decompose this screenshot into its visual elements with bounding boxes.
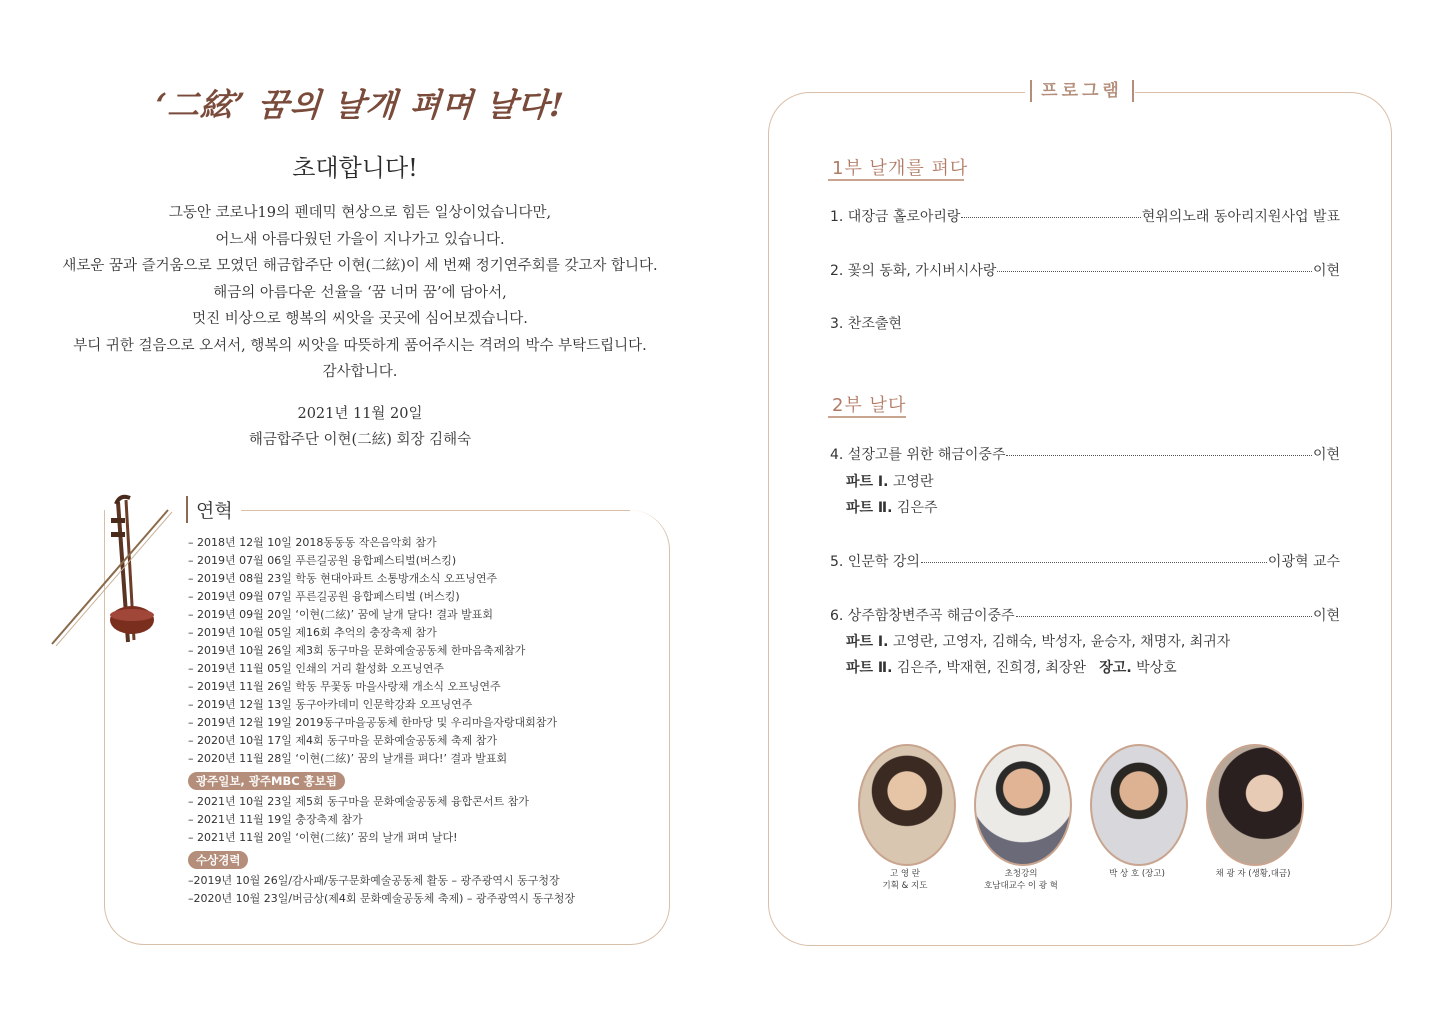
letter-line: 부디 귀한 걸음으로 오셔서, 행복의 씨앗을 따뜻하게 품어주시는 격려의 박수 부탁드립니다. — [73, 337, 647, 354]
program-item-title: 4. 설장고를 위한 해금이중주 — [830, 447, 1006, 463]
letter-line: 어느새 아름다웠던 가을이 지나가고 있습니다. — [215, 231, 505, 248]
history-item: – 2019년 09월 07일 푸른길공원 융합페스티벌 (버스킹) — [188, 590, 460, 603]
page-headline: ‘二絃’ 꿈의 날개 펴며 날다! — [153, 86, 566, 124]
janggu-name: 박상호 — [1131, 660, 1177, 676]
history-item: – 2020년 11월 28일 ‘이현(二絃)’ 꿈의 날개를 펴다!’ 결과 발표회 — [188, 752, 508, 765]
program-item-title: 3. 찬조출현 — [830, 316, 902, 332]
invitation-heading: 초대합니다! — [292, 154, 418, 182]
part-label: 파트 Ⅰ. — [846, 634, 889, 650]
history-item: – 2019년 08월 23일 학동 현대아파트 소통방개소식 오프닝연주 — [188, 572, 498, 585]
caption-line: 호남대교수 이 광 혁 — [984, 881, 1058, 891]
award-item: –2019년 10월 26일/감사패/동구문화예술공동체 활동 – 광주광역시 동구청장 — [188, 874, 560, 887]
letter-date: 2021년 11월 20일 — [297, 406, 423, 422]
history-item: – 2019년 09월 20일 ‘이현(二絃)’ 꿈에 날개 달다! 결과 발표회 — [188, 608, 493, 621]
portrait-caption — [964, 868, 1078, 892]
program-item-4-part1 — [846, 471, 933, 491]
letter-line: 해금의 아름다운 선율을 ‘꿈 너머 꿈’에 담아서, — [213, 284, 507, 301]
part1-underline — [828, 179, 964, 181]
caption-line: 박 상 호 (장고) — [1109, 869, 1165, 879]
part1-title: 1부 날개를 펴다 — [832, 158, 969, 179]
program-item-6-part1 — [846, 631, 1230, 651]
letter-line: 그동안 코로나19의 펜데믹 현상으로 힘든 일상이었습니다만, — [168, 205, 552, 221]
history-item: – 2019년 10월 05일 제16회 추억의 충장축제 참가 — [188, 626, 437, 639]
history-list — [188, 534, 658, 908]
part-label: 파트 Ⅱ. — [846, 660, 893, 676]
program-title: 프로그램 — [1030, 80, 1134, 102]
program-item-performer: 이현 — [1312, 447, 1340, 463]
part-label: 파트 Ⅰ. — [846, 474, 889, 490]
haegeum-instrument-icon — [48, 492, 188, 652]
award-item: –2020년 10월 23일/버금상(제4회 문화예술공동체 축제) – 광주광역시 동구청장 — [188, 892, 576, 905]
history-item: – 2019년 11월 26일 학동 무꽃동 마을사랑채 개소식 오프닝연주 — [188, 680, 501, 693]
caption-line: 고 영 란 — [889, 869, 921, 879]
program-item-6-part2 — [846, 657, 1177, 677]
caption-line: 초청강의 — [1004, 869, 1038, 879]
part-names: 김은주, 박재현, 진희경, 최장완 — [892, 660, 1086, 676]
program-item-title: 5. 인문학 강의 — [830, 554, 920, 570]
dot-leader — [1006, 455, 1311, 456]
part-label: 파트 Ⅱ. — [846, 500, 893, 516]
media-badge: 광주일보, 광주MBC 홍보됨 — [188, 772, 345, 790]
portrait-caption — [1196, 868, 1310, 880]
dot-leader — [997, 271, 1312, 272]
history-item: – 2021년 11월 19일 충장축제 참가 — [188, 813, 363, 826]
history-item: – 2018년 12월 10일 2018동동동 작은음악회 참가 — [188, 536, 437, 549]
history-item: – 2019년 11월 05일 인쇄의 거리 활성화 오프닝연주 — [188, 662, 444, 675]
part2-title: 2부 날다 — [832, 395, 907, 416]
dot-leader — [961, 217, 1140, 218]
part2-underline — [828, 416, 906, 418]
part-names: 김은주 — [892, 500, 938, 516]
history-item: – 2020년 10월 17일 제4회 동구마을 문화예술공동체 축제 참가 — [188, 734, 497, 747]
program-item-5 — [830, 551, 1340, 571]
invitation-letter — [40, 200, 680, 386]
dot-leader — [921, 562, 1267, 563]
letter-line: 감사합니다. — [322, 364, 398, 380]
letter-line: 멋진 비상으로 행복의 씨앗을 곳곳에 심어보겠습니다. — [192, 311, 528, 327]
portrait-caption — [848, 868, 962, 892]
janggu-label: 장고. — [1099, 660, 1132, 676]
program-item-title: 2. 꽃의 동화, 가시버시사랑 — [830, 263, 997, 279]
history-title: 연혁 — [186, 496, 241, 523]
part-names: 고영란, 고영자, 김해숙, 박성자, 윤승자, 채명자, 최귀자 — [888, 634, 1231, 650]
caption-line: 기획 & 지도 — [882, 881, 928, 891]
caption-line: 채 광 자 (생황,대금) — [1215, 869, 1291, 879]
program-item-performer: 이현 — [1312, 608, 1340, 624]
history-item: – 2019년 07월 06일 푸른길공원 융합페스티벌(버스킹) — [188, 554, 457, 567]
portrait-photo — [1090, 744, 1188, 866]
program-item-performer: 이광혁 교수 — [1267, 554, 1340, 570]
history-item: – 2019년 12월 13일 동구아카데미 인문학강좌 오프닝연주 — [188, 698, 473, 711]
awards-badge: 수상경력 — [188, 851, 248, 869]
history-item: – 2021년 11월 20일 ‘이현(二絃)’ 꿈의 날개 펴며 날다! — [188, 831, 458, 844]
program-item-title: 6. 상주함창변주곡 해금이중주 — [830, 608, 1015, 624]
program-item-performer: 이현 — [1312, 263, 1340, 279]
portrait-caption — [1080, 868, 1194, 880]
letter-signature: 해금합주단 이현(二絃) 회장 김해숙 — [248, 432, 472, 448]
program-item-2 — [830, 260, 1340, 280]
letter-line: 새로운 꿈과 즐거움으로 모였던 해금합주단 이현(二絃)이 세 번째 정기연주회를 갖고자 합니다. — [62, 258, 658, 274]
program-item-4-part2 — [846, 497, 938, 517]
history-item: – 2021년 10월 23일 제5회 동구마을 문화예술공동체 융합콘서트 참가 — [188, 795, 529, 808]
history-frame-top — [240, 510, 630, 511]
history-item: – 2019년 12월 19일 2019동구마을공동체 한마당 및 우리마을자랑대회참가 — [188, 716, 557, 729]
part-names: 고영란 — [888, 474, 934, 490]
portrait-photo — [858, 744, 956, 866]
portrait-photo — [1206, 744, 1304, 866]
portrait-photo — [974, 744, 1072, 866]
program-item-1 — [830, 206, 1340, 226]
program-item-6 — [830, 605, 1340, 625]
program-item-4 — [830, 444, 1340, 464]
dot-leader — [1016, 616, 1312, 617]
program-item-performer: 현위의노래 동아리지원사업 발표 — [1141, 209, 1340, 225]
history-item: – 2019년 10월 26일 제3회 동구마을 문화예술공동체 한마음축제참가 — [188, 644, 526, 657]
program-item-title: 1. 대장금 홀로아리랑 — [830, 209, 961, 225]
program-item-3 — [830, 313, 1340, 333]
